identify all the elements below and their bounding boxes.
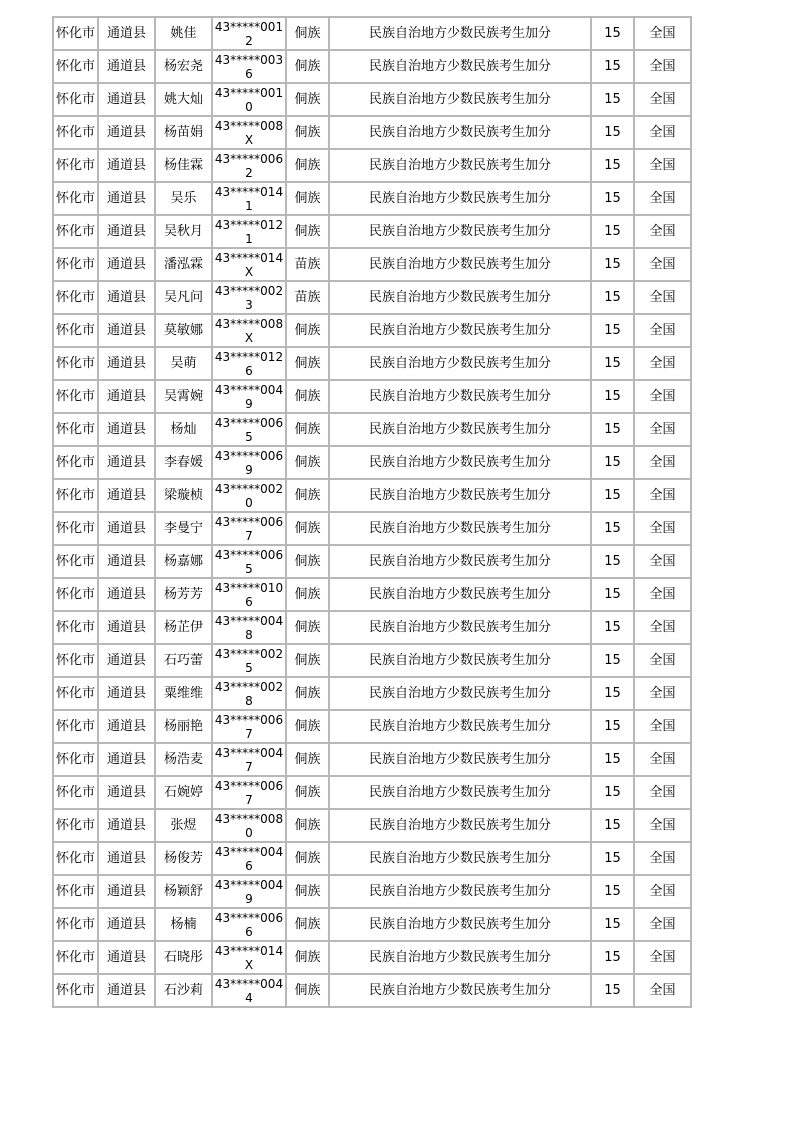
table-row	[53, 644, 691, 677]
bonus-item-cell: 民族自治地方少数民族考生加分	[329, 842, 591, 875]
bonus-item-cell: 民族自治地方少数民族考生加分	[329, 281, 591, 314]
id-number-cell: 43*****0067	[212, 512, 286, 545]
ethnicity-cell: 侗族	[286, 875, 329, 908]
city-cell: 怀化市	[53, 677, 98, 710]
table-row	[53, 314, 691, 347]
county-cell: 通道县	[98, 875, 155, 908]
table-row	[53, 446, 691, 479]
city-cell: 怀化市	[53, 314, 98, 347]
bonus-item-cell: 民族自治地方少数民族考生加分	[329, 743, 591, 776]
points-cell: 15	[591, 182, 634, 215]
points-cell: 15	[591, 314, 634, 347]
id-number-cell: 43*****0023	[212, 281, 286, 314]
id-number-cell: 43*****0046	[212, 842, 286, 875]
county-cell: 通道县	[98, 50, 155, 83]
bonus-item-cell: 民族自治地方少数民族考生加分	[329, 578, 591, 611]
table-row	[53, 182, 691, 215]
county-cell: 通道县	[98, 83, 155, 116]
city-cell: 怀化市	[53, 248, 98, 281]
city-cell: 怀化市	[53, 974, 98, 1007]
county-cell: 通道县	[98, 974, 155, 1007]
points-cell: 15	[591, 743, 634, 776]
ethnicity-cell: 侗族	[286, 83, 329, 116]
id-number-cell: 43*****0069	[212, 446, 286, 479]
name-cell: 梁璇桢	[155, 479, 212, 512]
name-cell: 杨浩麦	[155, 743, 212, 776]
id-number-cell: 43*****0067	[212, 710, 286, 743]
county-cell: 通道县	[98, 842, 155, 875]
bonus-item-cell: 民族自治地方少数民族考生加分	[329, 17, 591, 50]
ethnicity-cell: 苗族	[286, 248, 329, 281]
points-cell: 15	[591, 281, 634, 314]
scope-cell: 全国	[634, 248, 691, 281]
id-number-cell: 43*****0049	[212, 380, 286, 413]
points-cell: 15	[591, 347, 634, 380]
scope-cell: 全国	[634, 974, 691, 1007]
name-cell: 杨苗娟	[155, 116, 212, 149]
table-row	[53, 710, 691, 743]
ethnicity-cell: 侗族	[286, 149, 329, 182]
bonus-item-cell: 民族自治地方少数民族考生加分	[329, 776, 591, 809]
id-number-cell: 43*****0062	[212, 149, 286, 182]
scope-cell: 全国	[634, 182, 691, 215]
table-row	[53, 776, 691, 809]
ethnicity-cell: 侗族	[286, 479, 329, 512]
county-cell: 通道县	[98, 149, 155, 182]
ethnicity-cell: 侗族	[286, 809, 329, 842]
ethnicity-cell: 侗族	[286, 776, 329, 809]
ethnicity-cell: 侗族	[286, 974, 329, 1007]
table-row	[53, 545, 691, 578]
id-number-cell: 43*****0048	[212, 611, 286, 644]
city-cell: 怀化市	[53, 116, 98, 149]
ethnicity-cell: 侗族	[286, 710, 329, 743]
scope-cell: 全国	[634, 512, 691, 545]
bonus-item-cell: 民族自治地方少数民族考生加分	[329, 875, 591, 908]
bonus-item-cell: 民族自治地方少数民族考生加分	[329, 710, 591, 743]
ethnicity-cell: 侗族	[286, 446, 329, 479]
ethnicity-cell: 侗族	[286, 215, 329, 248]
table-row	[53, 413, 691, 446]
bonus-item-cell: 民族自治地方少数民族考生加分	[329, 50, 591, 83]
table-row	[53, 512, 691, 545]
points-cell: 15	[591, 50, 634, 83]
table-row	[53, 611, 691, 644]
name-cell: 吴乐	[155, 182, 212, 215]
id-number-cell: 43*****0028	[212, 677, 286, 710]
name-cell: 杨俊芳	[155, 842, 212, 875]
name-cell: 石婉婷	[155, 776, 212, 809]
county-cell: 通道县	[98, 611, 155, 644]
city-cell: 怀化市	[53, 446, 98, 479]
city-cell: 怀化市	[53, 875, 98, 908]
ethnicity-cell: 侗族	[286, 908, 329, 941]
points-cell: 15	[591, 875, 634, 908]
city-cell: 怀化市	[53, 578, 98, 611]
id-number-cell: 43*****0049	[212, 875, 286, 908]
scope-cell: 全国	[634, 875, 691, 908]
bonus-item-cell: 民族自治地方少数民族考生加分	[329, 644, 591, 677]
id-number-cell: 43*****0012	[212, 17, 286, 50]
county-cell: 通道县	[98, 413, 155, 446]
table-row	[53, 743, 691, 776]
bonus-item-cell: 民族自治地方少数民族考生加分	[329, 83, 591, 116]
table-row	[53, 380, 691, 413]
points-cell: 15	[591, 677, 634, 710]
scope-cell: 全国	[634, 710, 691, 743]
ethnicity-cell: 侗族	[286, 677, 329, 710]
points-cell: 15	[591, 380, 634, 413]
points-cell: 15	[591, 413, 634, 446]
county-cell: 通道县	[98, 314, 155, 347]
id-number-cell: 43*****0066	[212, 908, 286, 941]
points-cell: 15	[591, 908, 634, 941]
scope-cell: 全国	[634, 743, 691, 776]
scope-cell: 全国	[634, 281, 691, 314]
name-cell: 杨宏尧	[155, 50, 212, 83]
name-cell: 石晓彤	[155, 941, 212, 974]
id-number-cell: 43*****0067	[212, 776, 286, 809]
name-cell: 杨丽艳	[155, 710, 212, 743]
scope-cell: 全国	[634, 809, 691, 842]
name-cell: 吴凡问	[155, 281, 212, 314]
scope-cell: 全国	[634, 116, 691, 149]
scope-cell: 全国	[634, 215, 691, 248]
id-number-cell: 43*****014X	[212, 248, 286, 281]
county-cell: 通道县	[98, 116, 155, 149]
name-cell: 吴萌	[155, 347, 212, 380]
city-cell: 怀化市	[53, 644, 98, 677]
county-cell: 通道县	[98, 677, 155, 710]
table-row	[53, 215, 691, 248]
id-number-cell: 43*****0047	[212, 743, 286, 776]
name-cell: 潘泓霖	[155, 248, 212, 281]
ethnicity-cell: 侗族	[286, 314, 329, 347]
points-cell: 15	[591, 149, 634, 182]
ethnicity-cell: 侗族	[286, 644, 329, 677]
points-cell: 15	[591, 512, 634, 545]
city-cell: 怀化市	[53, 83, 98, 116]
county-cell: 通道县	[98, 347, 155, 380]
name-cell: 杨芷伊	[155, 611, 212, 644]
scope-cell: 全国	[634, 611, 691, 644]
scope-cell: 全国	[634, 149, 691, 182]
ethnicity-cell: 侗族	[286, 50, 329, 83]
city-cell: 怀化市	[53, 215, 98, 248]
scope-cell: 全国	[634, 50, 691, 83]
bonus-item-cell: 民族自治地方少数民族考生加分	[329, 215, 591, 248]
bonus-item-cell: 民族自治地方少数民族考生加分	[329, 116, 591, 149]
ethnicity-cell: 侗族	[286, 941, 329, 974]
points-cell: 15	[591, 776, 634, 809]
table-row	[53, 83, 691, 116]
table-row	[53, 578, 691, 611]
points-cell: 15	[591, 710, 634, 743]
city-cell: 怀化市	[53, 908, 98, 941]
points-cell: 15	[591, 974, 634, 1007]
table-row	[53, 116, 691, 149]
table-row	[53, 941, 691, 974]
ethnicity-cell: 苗族	[286, 281, 329, 314]
name-cell: 杨颖舒	[155, 875, 212, 908]
bonus-item-cell: 民族自治地方少数民族考生加分	[329, 149, 591, 182]
county-cell: 通道县	[98, 644, 155, 677]
county-cell: 通道县	[98, 281, 155, 314]
city-cell: 怀化市	[53, 17, 98, 50]
bonus-item-cell: 民族自治地方少数民族考生加分	[329, 512, 591, 545]
city-cell: 怀化市	[53, 50, 98, 83]
scope-cell: 全国	[634, 545, 691, 578]
id-number-cell: 43*****0121	[212, 215, 286, 248]
bonus-item-cell: 民族自治地方少数民族考生加分	[329, 611, 591, 644]
points-cell: 15	[591, 578, 634, 611]
ethnicity-cell: 侗族	[286, 545, 329, 578]
scope-cell: 全国	[634, 644, 691, 677]
table-row	[53, 677, 691, 710]
bonus-item-cell: 民族自治地方少数民族考生加分	[329, 908, 591, 941]
scope-cell: 全国	[634, 314, 691, 347]
ethnicity-cell: 侗族	[286, 116, 329, 149]
county-cell: 通道县	[98, 743, 155, 776]
city-cell: 怀化市	[53, 380, 98, 413]
ethnicity-cell: 侗族	[286, 578, 329, 611]
ethnicity-cell: 侗族	[286, 413, 329, 446]
bonus-item-cell: 民族自治地方少数民族考生加分	[329, 380, 591, 413]
scope-cell: 全国	[634, 413, 691, 446]
points-cell: 15	[591, 479, 634, 512]
county-cell: 通道县	[98, 446, 155, 479]
name-cell: 李曼宁	[155, 512, 212, 545]
city-cell: 怀化市	[53, 281, 98, 314]
county-cell: 通道县	[98, 710, 155, 743]
name-cell: 粟维维	[155, 677, 212, 710]
ethnicity-cell: 侗族	[286, 182, 329, 215]
bonus-item-cell: 民族自治地方少数民族考生加分	[329, 248, 591, 281]
county-cell: 通道县	[98, 809, 155, 842]
ethnicity-cell: 侗族	[286, 743, 329, 776]
id-number-cell: 43*****0065	[212, 545, 286, 578]
table-row	[53, 248, 691, 281]
name-cell: 李春媛	[155, 446, 212, 479]
table-row	[53, 875, 691, 908]
table-row	[53, 974, 691, 1007]
name-cell: 杨芳芳	[155, 578, 212, 611]
city-cell: 怀化市	[53, 479, 98, 512]
ethnicity-cell: 侗族	[286, 842, 329, 875]
ethnicity-cell: 侗族	[286, 512, 329, 545]
table-row	[53, 50, 691, 83]
scope-cell: 全国	[634, 380, 691, 413]
county-cell: 通道县	[98, 512, 155, 545]
bonus-item-cell: 民族自治地方少数民族考生加分	[329, 974, 591, 1007]
scope-cell: 全国	[634, 677, 691, 710]
city-cell: 怀化市	[53, 611, 98, 644]
scope-cell: 全国	[634, 347, 691, 380]
id-number-cell: 43*****0126	[212, 347, 286, 380]
city-cell: 怀化市	[53, 182, 98, 215]
points-cell: 15	[591, 611, 634, 644]
id-number-cell: 43*****0065	[212, 413, 286, 446]
name-cell: 杨佳霖	[155, 149, 212, 182]
id-number-cell: 43*****014X	[212, 941, 286, 974]
bonus-item-cell: 民族自治地方少数民族考生加分	[329, 413, 591, 446]
id-number-cell: 43*****0106	[212, 578, 286, 611]
scope-cell: 全国	[634, 83, 691, 116]
table-row	[53, 347, 691, 380]
city-cell: 怀化市	[53, 347, 98, 380]
table-row	[53, 908, 691, 941]
city-cell: 怀化市	[53, 545, 98, 578]
id-number-cell: 43*****0080	[212, 809, 286, 842]
bonus-item-cell: 民族自治地方少数民族考生加分	[329, 446, 591, 479]
ethnicity-cell: 侗族	[286, 347, 329, 380]
id-number-cell: 43*****0141	[212, 182, 286, 215]
table-row	[53, 479, 691, 512]
points-cell: 15	[591, 941, 634, 974]
city-cell: 怀化市	[53, 149, 98, 182]
bonus-item-cell: 民族自治地方少数民族考生加分	[329, 941, 591, 974]
table-row	[53, 842, 691, 875]
county-cell: 通道县	[98, 182, 155, 215]
scope-cell: 全国	[634, 908, 691, 941]
bonus-item-cell: 民族自治地方少数民族考生加分	[329, 677, 591, 710]
id-number-cell: 43*****0020	[212, 479, 286, 512]
scope-cell: 全国	[634, 479, 691, 512]
name-cell: 杨嘉娜	[155, 545, 212, 578]
table-body	[53, 17, 691, 1007]
points-cell: 15	[591, 17, 634, 50]
table-row	[53, 17, 691, 50]
name-cell: 张煜	[155, 809, 212, 842]
county-cell: 通道县	[98, 941, 155, 974]
name-cell: 姚佳	[155, 17, 212, 50]
points-cell: 15	[591, 83, 634, 116]
name-cell: 吴秋月	[155, 215, 212, 248]
city-cell: 怀化市	[53, 809, 98, 842]
bonus-item-cell: 民族自治地方少数民族考生加分	[329, 479, 591, 512]
bonus-item-cell: 民族自治地方少数民族考生加分	[329, 314, 591, 347]
scope-cell: 全国	[634, 578, 691, 611]
points-cell: 15	[591, 644, 634, 677]
county-cell: 通道县	[98, 248, 155, 281]
name-cell: 石巧蕾	[155, 644, 212, 677]
scope-cell: 全国	[634, 17, 691, 50]
points-cell: 15	[591, 248, 634, 281]
county-cell: 通道县	[98, 545, 155, 578]
id-number-cell: 43*****0044	[212, 974, 286, 1007]
bonus-points-table	[52, 16, 692, 1008]
points-cell: 15	[591, 545, 634, 578]
name-cell: 莫敏娜	[155, 314, 212, 347]
city-cell: 怀化市	[53, 512, 98, 545]
city-cell: 怀化市	[53, 743, 98, 776]
scope-cell: 全国	[634, 941, 691, 974]
id-number-cell: 43*****008X	[212, 314, 286, 347]
county-cell: 通道县	[98, 17, 155, 50]
city-cell: 怀化市	[53, 941, 98, 974]
county-cell: 通道县	[98, 908, 155, 941]
city-cell: 怀化市	[53, 842, 98, 875]
name-cell: 杨楠	[155, 908, 212, 941]
table-row	[53, 809, 691, 842]
points-cell: 15	[591, 809, 634, 842]
id-number-cell: 43*****0010	[212, 83, 286, 116]
ethnicity-cell: 侗族	[286, 380, 329, 413]
table-row	[53, 281, 691, 314]
bonus-item-cell: 民族自治地方少数民族考生加分	[329, 182, 591, 215]
city-cell: 怀化市	[53, 710, 98, 743]
ethnicity-cell: 侗族	[286, 611, 329, 644]
county-cell: 通道县	[98, 215, 155, 248]
ethnicity-cell: 侗族	[286, 17, 329, 50]
bonus-item-cell: 民族自治地方少数民族考生加分	[329, 809, 591, 842]
id-number-cell: 43*****0025	[212, 644, 286, 677]
points-cell: 15	[591, 842, 634, 875]
county-cell: 通道县	[98, 479, 155, 512]
id-number-cell: 43*****0036	[212, 50, 286, 83]
bonus-item-cell: 民族自治地方少数民族考生加分	[329, 347, 591, 380]
table-row	[53, 149, 691, 182]
name-cell: 姚大灿	[155, 83, 212, 116]
name-cell: 石沙莉	[155, 974, 212, 1007]
points-cell: 15	[591, 215, 634, 248]
city-cell: 怀化市	[53, 776, 98, 809]
city-cell: 怀化市	[53, 413, 98, 446]
scope-cell: 全国	[634, 842, 691, 875]
points-cell: 15	[591, 116, 634, 149]
name-cell: 吴霄婉	[155, 380, 212, 413]
points-cell: 15	[591, 446, 634, 479]
county-cell: 通道县	[98, 380, 155, 413]
name-cell: 杨灿	[155, 413, 212, 446]
scope-cell: 全国	[634, 776, 691, 809]
scope-cell: 全国	[634, 446, 691, 479]
county-cell: 通道县	[98, 776, 155, 809]
county-cell: 通道县	[98, 578, 155, 611]
bonus-item-cell: 民族自治地方少数民族考生加分	[329, 545, 591, 578]
id-number-cell: 43*****008X	[212, 116, 286, 149]
